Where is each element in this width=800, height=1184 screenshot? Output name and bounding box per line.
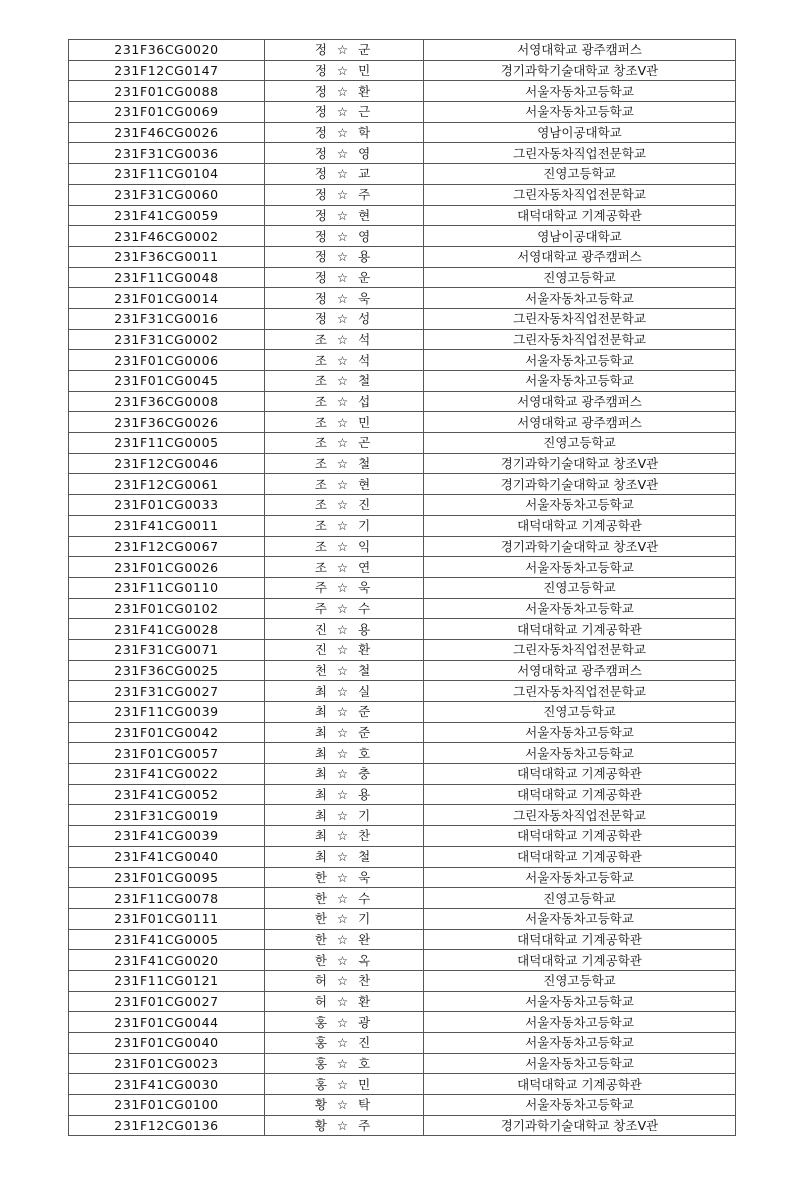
cell-school: 그린자동차직업전문학교 bbox=[424, 308, 736, 329]
cell-school: 대덕대학교 기계공학관 bbox=[424, 826, 736, 847]
cell-code: 231F12CG0046 bbox=[69, 453, 265, 474]
cell-code: 231F01CG0042 bbox=[69, 722, 265, 743]
cell-school: 서울자동차고등학교 bbox=[424, 1012, 736, 1033]
cell-name: 주 ☆ 욱 bbox=[265, 577, 424, 598]
table-row bbox=[69, 577, 736, 598]
cell-code: 231F31CG0036 bbox=[69, 143, 265, 164]
table-row bbox=[69, 639, 736, 660]
cell-code: 231F01CG0045 bbox=[69, 371, 265, 392]
cell-code: 231F31CG0060 bbox=[69, 184, 265, 205]
table-row bbox=[69, 308, 736, 329]
table-row bbox=[69, 1053, 736, 1074]
cell-name: 정 ☆ 환 bbox=[265, 81, 424, 102]
table-row bbox=[69, 474, 736, 495]
cell-code: 231F41CG0030 bbox=[69, 1074, 265, 1095]
cell-school: 경기과학기술대학교 창조V관 bbox=[424, 453, 736, 474]
cell-school: 진영고등학교 bbox=[424, 888, 736, 909]
cell-name: 조 ☆ 현 bbox=[265, 474, 424, 495]
roster-body bbox=[69, 40, 736, 1136]
cell-school: 서영대학교 광주캠퍼스 bbox=[424, 391, 736, 412]
cell-school: 진영고등학교 bbox=[424, 970, 736, 991]
cell-name: 최 ☆ 실 bbox=[265, 681, 424, 702]
cell-school: 서울자동차고등학교 bbox=[424, 557, 736, 578]
cell-code: 231F41CG0059 bbox=[69, 205, 265, 226]
table-row bbox=[69, 536, 736, 557]
cell-school: 서울자동차고등학교 bbox=[424, 1033, 736, 1054]
cell-name: 한 ☆ 완 bbox=[265, 929, 424, 950]
cell-school: 서영대학교 광주캠퍼스 bbox=[424, 412, 736, 433]
cell-name: 정 ☆ 교 bbox=[265, 164, 424, 185]
cell-name: 황 ☆ 탁 bbox=[265, 1095, 424, 1116]
cell-code: 231F36CG0026 bbox=[69, 412, 265, 433]
cell-name: 최 ☆ 준 bbox=[265, 702, 424, 723]
table-row bbox=[69, 60, 736, 81]
cell-school: 대덕대학교 기계공학관 bbox=[424, 515, 736, 536]
cell-code: 231F01CG0102 bbox=[69, 598, 265, 619]
table-row bbox=[69, 970, 736, 991]
cell-code: 231F31CG0019 bbox=[69, 805, 265, 826]
cell-code: 231F11CG0110 bbox=[69, 577, 265, 598]
cell-code: 231F41CG0039 bbox=[69, 826, 265, 847]
cell-code: 231F41CG0005 bbox=[69, 929, 265, 950]
cell-name: 정 ☆ 주 bbox=[265, 184, 424, 205]
cell-name: 조 ☆ 익 bbox=[265, 536, 424, 557]
cell-name: 조 ☆ 진 bbox=[265, 495, 424, 516]
cell-name: 조 ☆ 철 bbox=[265, 371, 424, 392]
cell-name: 한 ☆ 욱 bbox=[265, 867, 424, 888]
cell-school: 진영고등학교 bbox=[424, 702, 736, 723]
cell-school: 대덕대학교 기계공학관 bbox=[424, 205, 736, 226]
cell-name: 최 ☆ 철 bbox=[265, 846, 424, 867]
table-row bbox=[69, 1115, 736, 1136]
cell-school: 서울자동차고등학교 bbox=[424, 495, 736, 516]
table-row bbox=[69, 288, 736, 309]
table-row bbox=[69, 722, 736, 743]
table-row bbox=[69, 888, 736, 909]
cell-code: 231F31CG0027 bbox=[69, 681, 265, 702]
table-row bbox=[69, 495, 736, 516]
cell-school: 서울자동차고등학교 bbox=[424, 350, 736, 371]
cell-code: 231F41CG0011 bbox=[69, 515, 265, 536]
cell-school: 진영고등학교 bbox=[424, 267, 736, 288]
cell-code: 231F41CG0020 bbox=[69, 950, 265, 971]
cell-name: 진 ☆ 환 bbox=[265, 639, 424, 660]
cell-name: 정 ☆ 현 bbox=[265, 205, 424, 226]
cell-school: 서울자동차고등학교 bbox=[424, 102, 736, 123]
cell-code: 231F36CG0020 bbox=[69, 40, 265, 61]
table-row bbox=[69, 764, 736, 785]
cell-school: 그린자동차직업전문학교 bbox=[424, 329, 736, 350]
cell-name: 정 ☆ 학 bbox=[265, 122, 424, 143]
cell-school: 서울자동차고등학교 bbox=[424, 371, 736, 392]
cell-code: 231F12CG0067 bbox=[69, 536, 265, 557]
cell-code: 231F01CG0100 bbox=[69, 1095, 265, 1116]
table-row bbox=[69, 784, 736, 805]
cell-school: 그린자동차직업전문학교 bbox=[424, 639, 736, 660]
cell-code: 231F01CG0033 bbox=[69, 495, 265, 516]
cell-code: 231F01CG0095 bbox=[69, 867, 265, 888]
cell-name: 홍 ☆ 호 bbox=[265, 1053, 424, 1074]
table-row bbox=[69, 371, 736, 392]
table-row bbox=[69, 267, 736, 288]
cell-code: 231F46CG0002 bbox=[69, 226, 265, 247]
table-row bbox=[69, 1012, 736, 1033]
cell-name: 황 ☆ 주 bbox=[265, 1115, 424, 1136]
cell-code: 231F41CG0022 bbox=[69, 764, 265, 785]
cell-code: 231F01CG0014 bbox=[69, 288, 265, 309]
cell-name: 정 ☆ 영 bbox=[265, 143, 424, 164]
table-row bbox=[69, 867, 736, 888]
cell-name: 조 ☆ 석 bbox=[265, 350, 424, 371]
table-row bbox=[69, 515, 736, 536]
cell-code: 231F31CG0071 bbox=[69, 639, 265, 660]
cell-school: 영남이공대학교 bbox=[424, 122, 736, 143]
cell-school: 대덕대학교 기계공학관 bbox=[424, 784, 736, 805]
cell-name: 주 ☆ 수 bbox=[265, 598, 424, 619]
cell-code: 231F12CG0136 bbox=[69, 1115, 265, 1136]
cell-name: 진 ☆ 용 bbox=[265, 619, 424, 640]
cell-code: 231F01CG0069 bbox=[69, 102, 265, 123]
cell-school: 진영고등학교 bbox=[424, 433, 736, 454]
cell-school: 서영대학교 광주캠퍼스 bbox=[424, 246, 736, 267]
cell-code: 231F36CG0011 bbox=[69, 246, 265, 267]
table-row bbox=[69, 908, 736, 929]
cell-school: 경기과학기술대학교 창조V관 bbox=[424, 536, 736, 557]
cell-name: 정 ☆ 성 bbox=[265, 308, 424, 329]
cell-name: 정 ☆ 욱 bbox=[265, 288, 424, 309]
table-row bbox=[69, 598, 736, 619]
cell-code: 231F01CG0027 bbox=[69, 991, 265, 1012]
cell-name: 정 ☆ 운 bbox=[265, 267, 424, 288]
table-row bbox=[69, 991, 736, 1012]
cell-school: 서울자동차고등학교 bbox=[424, 908, 736, 929]
table-row bbox=[69, 433, 736, 454]
table-row bbox=[69, 226, 736, 247]
cell-name: 허 ☆ 환 bbox=[265, 991, 424, 1012]
cell-school: 서울자동차고등학교 bbox=[424, 722, 736, 743]
table-row bbox=[69, 246, 736, 267]
cell-name: 정 ☆ 군 bbox=[265, 40, 424, 61]
cell-code: 231F11CG0104 bbox=[69, 164, 265, 185]
table-row bbox=[69, 122, 736, 143]
cell-name: 최 ☆ 준 bbox=[265, 722, 424, 743]
table-row bbox=[69, 143, 736, 164]
table-row bbox=[69, 743, 736, 764]
cell-name: 한 ☆ 기 bbox=[265, 908, 424, 929]
table-row bbox=[69, 702, 736, 723]
table-row bbox=[69, 205, 736, 226]
cell-school: 서울자동차고등학교 bbox=[424, 81, 736, 102]
cell-name: 홍 ☆ 광 bbox=[265, 1012, 424, 1033]
cell-school: 서울자동차고등학교 bbox=[424, 867, 736, 888]
cell-school: 대덕대학교 기계공학관 bbox=[424, 619, 736, 640]
cell-school: 서영대학교 광주캠퍼스 bbox=[424, 660, 736, 681]
cell-name: 조 ☆ 연 bbox=[265, 557, 424, 578]
cell-school: 대덕대학교 기계공학관 bbox=[424, 764, 736, 785]
cell-code: 231F12CG0061 bbox=[69, 474, 265, 495]
cell-school: 그린자동차직업전문학교 bbox=[424, 805, 736, 826]
cell-school: 서영대학교 광주캠퍼스 bbox=[424, 40, 736, 61]
cell-name: 최 ☆ 충 bbox=[265, 764, 424, 785]
table-row bbox=[69, 846, 736, 867]
table-row bbox=[69, 164, 736, 185]
cell-school: 대덕대학교 기계공학관 bbox=[424, 950, 736, 971]
cell-name: 홍 ☆ 진 bbox=[265, 1033, 424, 1054]
cell-code: 231F11CG0005 bbox=[69, 433, 265, 454]
cell-school: 서울자동차고등학교 bbox=[424, 991, 736, 1012]
cell-name: 조 ☆ 섭 bbox=[265, 391, 424, 412]
cell-name: 정 ☆ 영 bbox=[265, 226, 424, 247]
cell-school: 대덕대학교 기계공학관 bbox=[424, 846, 736, 867]
cell-code: 231F01CG0111 bbox=[69, 908, 265, 929]
cell-code: 231F31CG0002 bbox=[69, 329, 265, 350]
table-row bbox=[69, 1033, 736, 1054]
cell-code: 231F01CG0006 bbox=[69, 350, 265, 371]
table-row bbox=[69, 81, 736, 102]
cell-code: 231F36CG0025 bbox=[69, 660, 265, 681]
cell-school: 그린자동차직업전문학교 bbox=[424, 143, 736, 164]
cell-school: 그린자동차직업전문학교 bbox=[424, 184, 736, 205]
table-row bbox=[69, 453, 736, 474]
table-row bbox=[69, 102, 736, 123]
cell-name: 정 ☆ 민 bbox=[265, 60, 424, 81]
table-row bbox=[69, 660, 736, 681]
table-row bbox=[69, 412, 736, 433]
table-row bbox=[69, 350, 736, 371]
table-row bbox=[69, 40, 736, 61]
cell-school: 경기과학기술대학교 창조V관 bbox=[424, 1115, 736, 1136]
cell-code: 231F01CG0040 bbox=[69, 1033, 265, 1054]
table-row bbox=[69, 805, 736, 826]
cell-school: 서울자동차고등학교 bbox=[424, 598, 736, 619]
cell-school: 경기과학기술대학교 창조V관 bbox=[424, 474, 736, 495]
cell-name: 허 ☆ 찬 bbox=[265, 970, 424, 991]
cell-school: 영남이공대학교 bbox=[424, 226, 736, 247]
table-row bbox=[69, 184, 736, 205]
cell-school: 서울자동차고등학교 bbox=[424, 1053, 736, 1074]
cell-code: 231F01CG0088 bbox=[69, 81, 265, 102]
cell-code: 231F01CG0023 bbox=[69, 1053, 265, 1074]
table-row bbox=[69, 1095, 736, 1116]
cell-name: 조 ☆ 석 bbox=[265, 329, 424, 350]
cell-code: 231F41CG0028 bbox=[69, 619, 265, 640]
cell-name: 홍 ☆ 민 bbox=[265, 1074, 424, 1095]
cell-code: 231F41CG0052 bbox=[69, 784, 265, 805]
table-row bbox=[69, 929, 736, 950]
cell-school: 서울자동차고등학교 bbox=[424, 288, 736, 309]
table-row bbox=[69, 1074, 736, 1095]
cell-code: 231F01CG0026 bbox=[69, 557, 265, 578]
cell-code: 231F36CG0008 bbox=[69, 391, 265, 412]
cell-school: 서울자동차고등학교 bbox=[424, 1095, 736, 1116]
cell-name: 한 ☆ 옥 bbox=[265, 950, 424, 971]
cell-code: 231F11CG0039 bbox=[69, 702, 265, 723]
cell-code: 231F41CG0040 bbox=[69, 846, 265, 867]
cell-code: 231F11CG0121 bbox=[69, 970, 265, 991]
cell-code: 231F11CG0078 bbox=[69, 888, 265, 909]
cell-code: 231F12CG0147 bbox=[69, 60, 265, 81]
cell-name: 한 ☆ 수 bbox=[265, 888, 424, 909]
cell-name: 최 ☆ 용 bbox=[265, 784, 424, 805]
table-row bbox=[69, 826, 736, 847]
cell-school: 그린자동차직업전문학교 bbox=[424, 681, 736, 702]
table-row bbox=[69, 557, 736, 578]
cell-name: 조 ☆ 기 bbox=[265, 515, 424, 536]
table-row bbox=[69, 681, 736, 702]
cell-name: 천 ☆ 철 bbox=[265, 660, 424, 681]
roster-table bbox=[68, 39, 736, 1136]
cell-code: 231F01CG0057 bbox=[69, 743, 265, 764]
cell-school: 경기과학기술대학교 창조V관 bbox=[424, 60, 736, 81]
cell-name: 정 ☆ 용 bbox=[265, 246, 424, 267]
table-row bbox=[69, 619, 736, 640]
cell-name: 최 ☆ 기 bbox=[265, 805, 424, 826]
cell-name: 조 ☆ 곤 bbox=[265, 433, 424, 454]
table-row bbox=[69, 329, 736, 350]
cell-name: 정 ☆ 근 bbox=[265, 102, 424, 123]
cell-code: 231F11CG0048 bbox=[69, 267, 265, 288]
table-row bbox=[69, 950, 736, 971]
cell-code: 231F46CG0026 bbox=[69, 122, 265, 143]
cell-school: 진영고등학교 bbox=[424, 577, 736, 598]
cell-name: 최 ☆ 호 bbox=[265, 743, 424, 764]
cell-name: 최 ☆ 찬 bbox=[265, 826, 424, 847]
cell-code: 231F01CG0044 bbox=[69, 1012, 265, 1033]
cell-code: 231F31CG0016 bbox=[69, 308, 265, 329]
cell-name: 조 ☆ 철 bbox=[265, 453, 424, 474]
cell-name: 조 ☆ 민 bbox=[265, 412, 424, 433]
table-row bbox=[69, 391, 736, 412]
cell-school: 대덕대학교 기계공학관 bbox=[424, 929, 736, 950]
cell-school: 대덕대학교 기계공학관 bbox=[424, 1074, 736, 1095]
cell-school: 진영고등학교 bbox=[424, 164, 736, 185]
cell-school: 서울자동차고등학교 bbox=[424, 743, 736, 764]
